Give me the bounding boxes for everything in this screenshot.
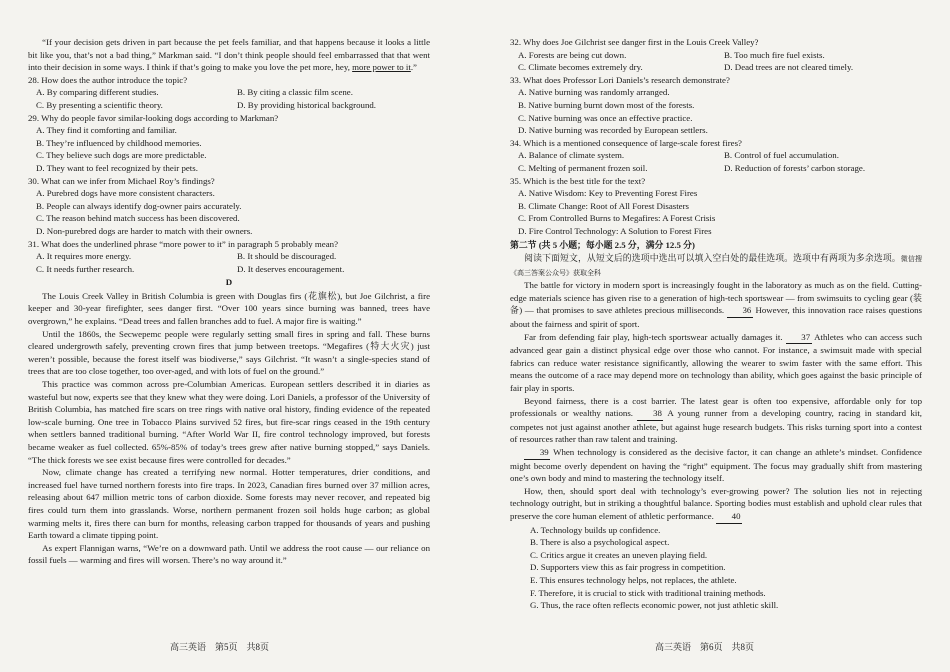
option-b: B. Climate Change: Root of All Forest Disasters (518, 200, 689, 211)
choice-f: F. Therefore, it is crucial to stick with traditional training methods. (530, 587, 766, 598)
question-stem: 28. How does the author introduce the topic? (28, 74, 188, 85)
options (510, 86, 922, 136)
options (510, 149, 922, 174)
passage-paragraph: This practice was common across pre-Columbian Americas. European settlers described it in diaries as wasteful but now, experts see that they knew what they were doing. Lori Daniels, a professor of the University of British Columbia, has matched fire scars on tree rings with native oral history, finding evidence of the repeated low-scale burning. One tree in Tobacco Plains survived 52 fires, but fire-scar rings ceased in the 19th century when settlers banned traditional burning. “After World War II, fire control technology improved, but forests became weaker as fuel collected. 65%-85% of today’s trees grew after native burning stopped,” says Daniels. “The thick forests we see exist because fires were controlled for decades.” (28, 379, 430, 465)
question-stem: 33. What does Professor Lori Daniels’s research demonstrate? (510, 74, 730, 85)
cloze-paragraph-1 (510, 279, 922, 330)
option-d: D. By providing historical background. (237, 99, 377, 110)
option-c: C. Melting of permanent frozen soil. (518, 162, 648, 173)
blank-38: 38 (637, 407, 663, 421)
question-35 (510, 175, 922, 238)
cloze-paragraph-2 (510, 331, 922, 395)
option-c: C. They believe such dogs are more predictable. (36, 150, 207, 161)
blank-36: 36 (727, 304, 753, 318)
option-d: D. Dead trees are not cleared timely. (724, 62, 854, 73)
instruction-text: 阅读下面短文，从短文后的选项中选出可以填入空白处的最佳选项。选项中有两项为多余选项。 (524, 253, 901, 264)
intro-end: .” (410, 62, 417, 73)
section-heading: 第二节 (共 5 小题；每小题 2.5 分，满分 12.5 分) (510, 239, 695, 250)
blank-37: 37 (786, 331, 812, 345)
option-c: C. It needs further research. (36, 263, 135, 274)
question-stem: 31. What does the underlined phrase “more power to it” in paragraph 5 probably mean? (28, 238, 338, 249)
option-b: B. It should be discouraged. (237, 251, 337, 262)
choice-g: G. Thus, the race often reflects economic power, not just athletic skill. (530, 600, 779, 611)
page-footer-left: 高三英语 第5页 共8页 (170, 642, 270, 652)
option-a: A. Balance of climate system. (518, 150, 625, 161)
option-c: C. Native burning was once an effective practice. (518, 112, 693, 123)
question-stem: 30. What can we infer from Michael Roy’s findings? (28, 175, 215, 186)
question-stem: 34. Which is a mentioned consequence of large-scale forest fires? (510, 137, 742, 148)
cloze-text: When technology is considered as the decisive factor, it can change an athlete’s mindset. Confidence might become overly dependent on having the “right” equipment. The focus may gradually shift from mastering one’s own body and mind to mastering the technology itself. (510, 447, 922, 484)
passage-paragraph: Now, climate change has created a terrifying new normal. Hotter temperatures, drier conditions, and increased fuel have turned northern forests into fire traps. In 2023, Canadian fires burned over 37 million acres, releasing about 647 million metric tons of carbon dioxide. Some forests may never recover, and repeated big fires could turn them into grasslands. Worse, northern permanent frozen soil holds huge carbon; as global warming melts it, fires there can burn for months, releasing carbon trapped for thousands of years and pushing Earth toward a climate tipping point. (28, 467, 430, 541)
option-b: B. They’re influenced by childhood memories. (36, 137, 202, 148)
cloze-paragraph-4 (510, 446, 922, 485)
option-d: D. Reduction of forests’ carbon storage. (724, 162, 866, 173)
question-stem: 29. Why do people favor similar-looking dogs according to Markman? (28, 112, 279, 123)
option-d: D. They want to feel recognized by their pets. (36, 162, 198, 173)
option-c: C. By presenting a scientific theory. (36, 99, 163, 110)
option-b: B. Too much fire fuel exists. (724, 49, 825, 60)
option-c: C. The reason behind match success has been discovered. (36, 213, 240, 224)
question-31 (28, 238, 430, 276)
option-a: A. Forests are being cut down. (518, 49, 627, 60)
option-a: A. Purebred dogs have more consistent characters. (36, 188, 215, 199)
option-c: C. Climate becomes extremely dry. (518, 62, 643, 73)
choice-e: E. This ensures technology helps, not replaces, the athlete. (530, 574, 737, 585)
choice-a: A. Technology builds up confidence. (530, 524, 661, 535)
cloze-text: Athletes who can access such advanced gear gain a distinct physical edge over those who cannot. For instance, a swimsuit made with special fabrics can reduce water resistance significantly, allowing the wearer to swim faster with the same effort. This means the outcome of a race may depend more on technology than ability, which goes against the basic principle of fair play in sports. (510, 331, 922, 394)
option-b: B. People can always identify dog-owner pairs accurately. (36, 200, 242, 211)
choice-b: B. There is also a psychological aspect. (530, 537, 670, 548)
cloze-text: The battle for victory in modern sport is increasingly fought in the laboratory as much as on the field. Cutting-edge materials science has given rise to a generation of high-tech sportswear — from swimsuits to cycling gear (装备) — that promises to save athletes precious milliseconds. (510, 280, 922, 316)
blank-40: 40 (716, 510, 742, 524)
option-b: B. Control of fuel accumulation. (724, 150, 839, 161)
cloze-text: How, then, should sport deal with technology’s ever-growing power? The solution lies not in rejecting technology outright, but in striking a thoughtful balance. Sporting bodies must establish and uphold clear rules that preserve the core human element of athletic performance. (510, 485, 922, 521)
question-33 (510, 74, 922, 137)
option-a: A. Native burning was randomly arranged. (518, 87, 670, 98)
intro-text: “If your decision gets driven in part because the pet feels familiar, and that happens because it looks a little bit like you, that’s not a bad thing,” Markman said. “I don’t think people should feel embarrassed that that went into their decision in some ways. I think if that’s going to make you love the pet more, hey, (28, 37, 430, 73)
option-d: D. Fire Control Technology: A Solution to Forest Fires (518, 225, 712, 236)
cloze-text: Far from defending fair play, high-tech sportswear actually damages it. (524, 331, 786, 342)
option-b: B. By citing a classic film scene. (237, 87, 353, 98)
question-stem: 32. Why does Joe Gilchrist see danger first in the Louis Creek Valley? (510, 37, 759, 47)
option-a: A. By comparing different studies. (36, 87, 159, 98)
instruction (510, 252, 922, 279)
question-28 (28, 74, 430, 112)
passage-letter: D (225, 277, 233, 288)
passage-paragraph: As expert Flannigan warns, “We’re on a downward path. Until we address the root cause — our reliance on fossil fuels — warming and fires will worsen. There’s no way around it.” (28, 542, 430, 566)
cloze-text: Beyond fairness, there is a cost barrier. The latest gear is often too expensive, affordable only for top professionals or wealthy nations. (510, 395, 922, 419)
question-29 (28, 112, 430, 175)
passage-paragraph: Until the 1860s, the Secwepemc people were regularly setting small fires in spring and fall. These burns cleared undergrowth safely, preventing crown fires that jump between treetops. “Megafires (特大火灾) just weren’t possible, because the forest itself was biodiverse,” says Gilchrist. “It wasn’t a single-species stand of trees that are too close together, too over-aged, and with lots of fuel on the ground.” (28, 328, 430, 377)
options (28, 86, 430, 111)
cloze-text: However, this innovation race raises questions about the fairness and spirit of sport. (510, 305, 922, 330)
cloze-text: A young runner from a developing country, racing in standard kit, competes not just against another athlete, but against huge research budgets. This risks turning sport into a contest of resources rather than raw talent and training. (510, 408, 922, 445)
left-column (28, 36, 430, 567)
underlined-phrase: more power to it (352, 62, 411, 73)
blank-39: 39 (524, 446, 550, 460)
options (28, 250, 430, 275)
option-a: A. Native Wisdom: Key to Preventing Forest Fires (518, 188, 698, 199)
options (28, 124, 430, 174)
instruction-note: 微信搜《高三答案公众号》获取全科 (510, 255, 923, 277)
choice-c: C. Critics argue it creates an uneven playing field. (530, 549, 708, 560)
options (510, 187, 922, 237)
options (28, 187, 430, 237)
question-34 (510, 137, 922, 175)
options (510, 49, 922, 74)
question-32 (510, 36, 922, 74)
cloze-paragraph-3 (510, 395, 922, 446)
right-column (510, 36, 922, 612)
option-a: A. It requires more energy. (36, 251, 132, 262)
option-d: D. Non-purebred dogs are harder to match with their owners. (36, 225, 253, 236)
option-d: D. Native burning was recorded by European settlers. (518, 125, 708, 136)
option-b: B. Native burning burnt down most of the forests. (518, 99, 695, 110)
choice-list (510, 524, 922, 612)
intro-paragraph (28, 36, 430, 74)
option-c: C. From Controlled Burns to Megafires: A Forest Crisis (518, 213, 716, 224)
page-footer-right: 高三英语 第6页 共8页 (655, 642, 755, 652)
question-30 (28, 175, 430, 238)
option-d: D. It deserves encouragement. (237, 263, 345, 274)
cloze-paragraph-5 (510, 485, 922, 524)
option-a: A. They find it comforting and familiar. (36, 125, 177, 136)
passage-paragraph: The Louis Creek Valley in British Columbia is green with Douglas firs (花旗松), but Joe Gilchrist, a fire keeper and 30-year firefighter, sees danger first. “Over 100 years since burning was banned, trees have overgrown,” he explains. “Dead trees and fallen branches add to fuel. A major fire is waiting.” (28, 290, 430, 327)
question-stem: 35. Which is the best title for the text? (510, 175, 646, 186)
choice-d: D. Supporters view this as fair progress in competition. (530, 562, 726, 573)
